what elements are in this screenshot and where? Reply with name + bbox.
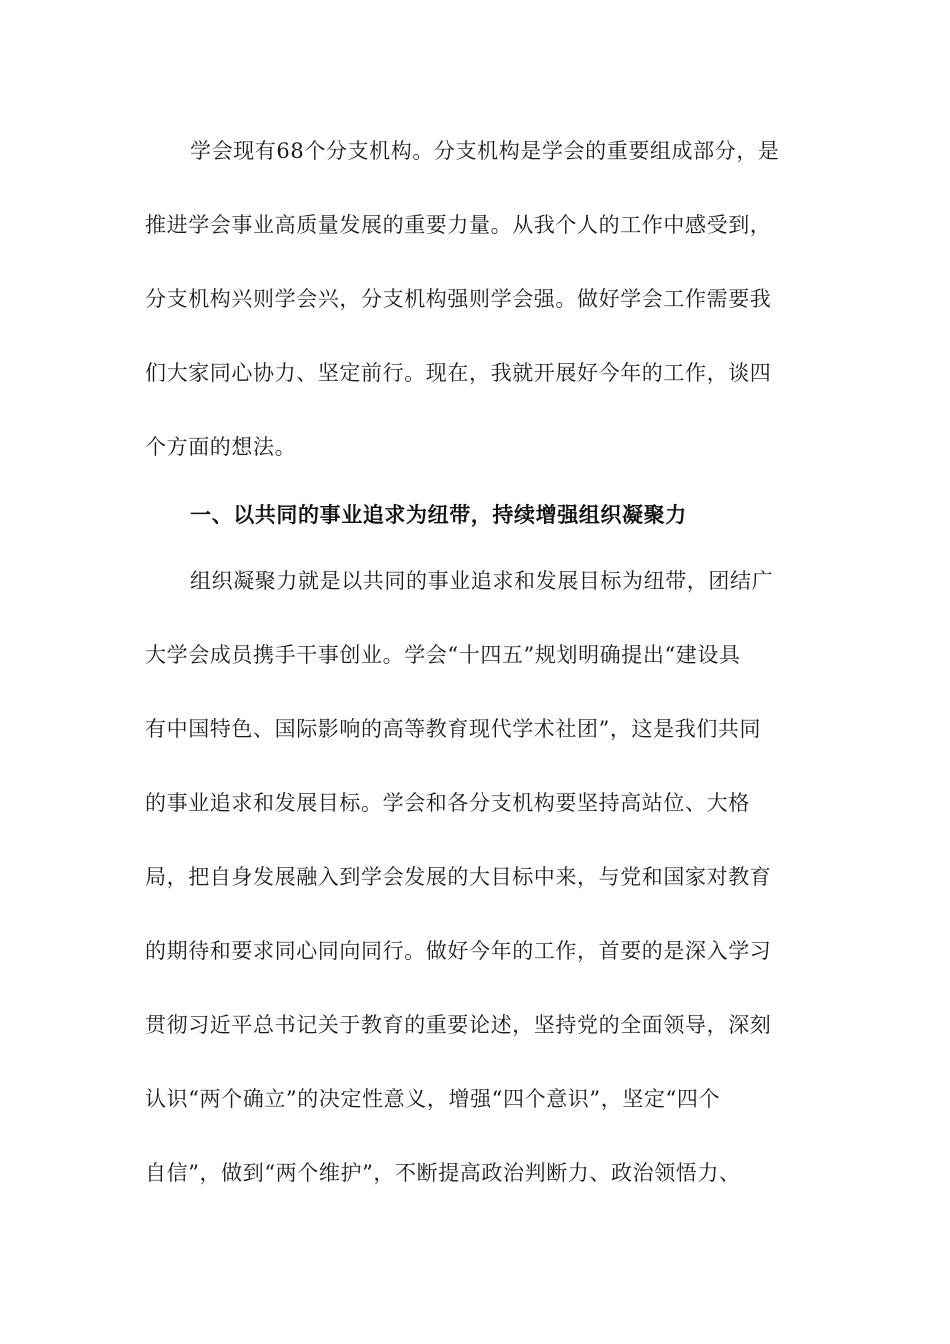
paragraph-2-line-4: 的事业追求和发展目标。学会和各分支机构要坚持高站位、大格 [145, 791, 750, 815]
paragraph-2-line-6: 的期待和要求同心同向同行。做好今年的工作，首要的是深入学习 [145, 939, 772, 963]
paragraph-1-line-1: 学会现有68个分支机构。分支机构是学会的重要组成部分，是 [190, 139, 780, 163]
paragraph-2-line-1: 组织凝聚力就是以共同的事业追求和发展目标为纽带，团结广 [190, 569, 774, 593]
section-heading: 一、以共同的事业追求为纽带，持续增强组织凝聚力 [190, 503, 687, 527]
paragraph-1-line-5: 个方面的想法。 [145, 435, 297, 459]
paragraph-1-line-4: 们大家同心协力、坚定前行。现在，我就开展好今年的工作，谈四 [145, 361, 772, 385]
paragraph-1-line-2: 推进学会事业高质量发展的重要力量。从我个人的工作中感受到， [145, 213, 772, 237]
paragraph-2-line-3: 有中国特色、国际影响的高等教育现代学术社团”，这是我们共同 [145, 717, 762, 741]
paragraph-2-line-7: 贯彻习近平总书记关于教育的重要论述，坚持党的全面领导，深刻 [145, 1013, 772, 1037]
paragraph-2-line-5: 局，把自身发展融入到学会发展的大目标中来，与党和国家对教育 [145, 865, 772, 889]
paragraph-1-line-3: 分支机构兴则学会兴，分支机构强则学会强。做好学会工作需要我 [145, 287, 772, 311]
paragraph-2-line-2: 大学会成员携手干事创业。学会“十四五”规划明确提出“建设具 [145, 643, 741, 667]
paragraph-2-line-8: 认识“两个确立”的决定性意义，增强“四个意识”，坚定“四个 [145, 1087, 721, 1111]
paragraph-2-line-9: 自信”，做到“两个维护”，不断提高政治判断力、政治领悟力、 [145, 1161, 741, 1185]
